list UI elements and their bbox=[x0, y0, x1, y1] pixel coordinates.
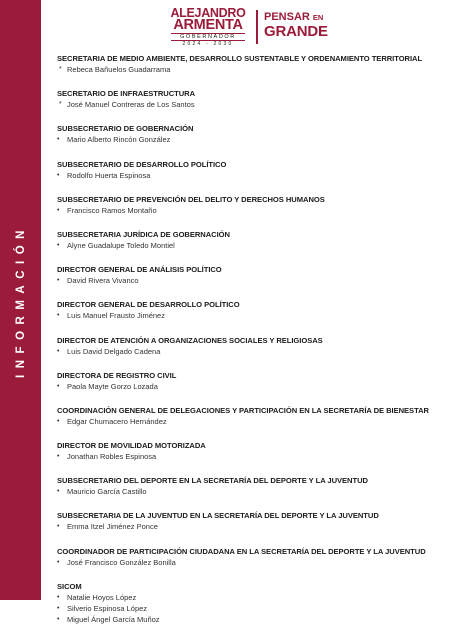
section-title: SUBSECRETARIA DE LA JUVENTUD EN LA SECRETARÍA DEL DEPORTE Y LA JUVENTUD bbox=[57, 511, 379, 521]
section-title: SUBSECRETARIO DEL DEPORTE EN LA SECRETARÍA DEL DEPORTE Y LA JUVENTUD bbox=[57, 476, 368, 486]
person-item bbox=[57, 614, 457, 625]
bullet-icon: • bbox=[57, 241, 60, 249]
person-item bbox=[57, 310, 457, 321]
directory-list bbox=[57, 54, 457, 639]
bullet-icon: • bbox=[57, 382, 60, 390]
section-title: DIRECTOR DE MOVILIDAD MOTORIZADA bbox=[57, 441, 206, 451]
bullet-icon: • bbox=[57, 347, 60, 355]
logo-line2: ARMENTA bbox=[173, 17, 243, 33]
armenta-logo bbox=[165, 8, 251, 47]
bullet-icon: • bbox=[57, 593, 60, 601]
person-item bbox=[57, 64, 457, 75]
slogan-logo bbox=[264, 11, 346, 39]
person-name: Alyne Guadalupe Toledo Montiel bbox=[67, 240, 175, 250]
bullet-icon: • bbox=[57, 558, 60, 566]
bullet-icon: • bbox=[57, 453, 60, 461]
person-name: Francisco Ramos Montaño bbox=[67, 205, 157, 215]
slogan-pensar: PENSAR bbox=[264, 11, 310, 23]
header-logos bbox=[165, 8, 345, 48]
directory-section bbox=[57, 124, 457, 145]
section-title: COORDINADOR DE PARTICIPACIÓN CIUDADANA EN LA SECRETARÍA DEL DEPORTE Y LA JUVENTUD bbox=[57, 546, 426, 556]
sidebar-band bbox=[0, 0, 41, 600]
directory-section bbox=[57, 511, 457, 532]
person-item bbox=[57, 134, 457, 145]
bullet-icon: * bbox=[59, 66, 62, 73]
person-name: José Francisco González Bonilla bbox=[67, 557, 176, 567]
person-item bbox=[57, 170, 457, 181]
bullet-icon: • bbox=[57, 171, 60, 179]
person-item bbox=[57, 205, 457, 216]
person-name: José Manuel Contreras de Los Santos bbox=[67, 100, 195, 110]
person-name: Jonathan Robles Espinosa bbox=[67, 452, 157, 462]
person-name: Rodolfo Huerta Espinosa bbox=[67, 170, 151, 180]
logo-years: 2024 - 2030 bbox=[182, 41, 234, 47]
person-name: Emma Itzel Jiménez Ponce bbox=[67, 522, 158, 532]
section-title: DIRECTORA DE REGISTRO CIVIL bbox=[57, 370, 177, 380]
directory-section bbox=[57, 371, 457, 392]
person-name: Mauricio García Castillo bbox=[67, 487, 147, 497]
person-item bbox=[57, 346, 457, 357]
section-title: SUBSECRETARIA JURÍDICA DE GOBERNACIÓN bbox=[57, 229, 230, 239]
section-title: DIRECTOR GENERAL DE ANÁLISIS POLÍTICO bbox=[57, 265, 222, 275]
bullet-icon: • bbox=[57, 312, 60, 320]
slogan-grande: GRANDE bbox=[264, 23, 328, 40]
directory-section bbox=[57, 230, 457, 251]
person-item bbox=[57, 240, 457, 251]
bullet-icon: • bbox=[57, 136, 60, 144]
bullet-icon: * bbox=[59, 101, 62, 109]
bullet-icon: • bbox=[57, 277, 60, 285]
person-name: Miguel Ángel García Muñoz bbox=[67, 614, 160, 624]
person-item bbox=[57, 603, 457, 614]
person-item bbox=[57, 451, 457, 462]
person-name: Luis David Delgado Cadena bbox=[67, 346, 161, 356]
person-item bbox=[57, 521, 457, 532]
directory-section bbox=[57, 89, 457, 110]
directory-section bbox=[57, 547, 457, 568]
section-title: DIRECTOR GENERAL DE DESARROLLO POLÍTICO bbox=[57, 300, 240, 310]
person-name: Luis Manuel Frausto Jiménez bbox=[67, 311, 165, 321]
bullet-icon: • bbox=[57, 523, 60, 531]
directory-section bbox=[57, 476, 457, 497]
directory-section bbox=[57, 406, 457, 427]
person-name: Natalie Hoyos López bbox=[67, 592, 137, 602]
directory-section bbox=[57, 300, 457, 321]
directory-section bbox=[57, 441, 457, 462]
section-title: SUBSECRETARIO DE GOBERNACIÓN bbox=[57, 124, 194, 134]
directory-section bbox=[57, 265, 457, 286]
bullet-icon: • bbox=[57, 488, 60, 496]
section-title: COORDINACIÓN GENERAL DE DELEGACIONES Y PARTICIPACIÓN EN LA SECRETARÍA DE BIENESTAR bbox=[57, 405, 429, 415]
logo-line1: ALEJANDRO bbox=[170, 6, 246, 20]
logo-sub: GOBERNADOR bbox=[171, 33, 245, 41]
bullet-icon: • bbox=[57, 417, 60, 425]
person-name: Silverio Espinosa López bbox=[67, 603, 148, 613]
section-title: SUBSECRETARIO DE PREVENCIÓN DEL DELITO Y DERECHOS HUMANOS bbox=[57, 194, 325, 204]
section-title: DIRECTOR DE ATENCIÓN A ORGANIZACIONES SOCIALES Y RELIGIOSAS bbox=[57, 335, 323, 345]
person-item bbox=[57, 275, 457, 286]
person-name: Mario Alberto Rincón González bbox=[67, 135, 171, 145]
logo-divider bbox=[256, 10, 258, 44]
directory-section bbox=[57, 582, 457, 625]
person-item bbox=[57, 486, 457, 497]
person-item bbox=[57, 381, 457, 392]
bullet-icon: • bbox=[57, 615, 60, 623]
directory-section bbox=[57, 160, 457, 181]
person-name: David Rivera Vivanco bbox=[67, 276, 139, 286]
person-item bbox=[57, 592, 457, 603]
person-name: Rebeca Bañuelos Guadarrama bbox=[67, 65, 171, 74]
section-title: SUBSECRETARIO DE DESARROLLO POLÍTICO bbox=[57, 159, 227, 169]
section-title: SECRETARIO DE INFRAESTRUCTURA bbox=[57, 89, 196, 99]
person-name: Edgar Chumacero Hernández bbox=[67, 416, 167, 426]
person-item bbox=[57, 416, 457, 427]
bullet-icon: • bbox=[57, 206, 60, 214]
sidebar-label-wrapper bbox=[12, 216, 30, 386]
person-item bbox=[57, 557, 457, 568]
sidebar-label: INFORMACIÓN bbox=[15, 224, 28, 378]
section-title: SICOM bbox=[57, 581, 82, 591]
directory-section bbox=[57, 336, 457, 357]
directory-section bbox=[57, 195, 457, 216]
person-name: Paola Mayte Gorzo Lozada bbox=[67, 381, 158, 391]
person-item bbox=[57, 99, 457, 110]
directory-section bbox=[57, 54, 457, 75]
slogan-en: EN bbox=[312, 13, 324, 22]
bullet-icon: • bbox=[57, 604, 60, 612]
section-title: SECRETARIA DE MEDIO AMBIENTE, DESARROLLO SUSTENTABLE Y ORDENAMIENTO TERRITORIAL bbox=[57, 54, 423, 63]
